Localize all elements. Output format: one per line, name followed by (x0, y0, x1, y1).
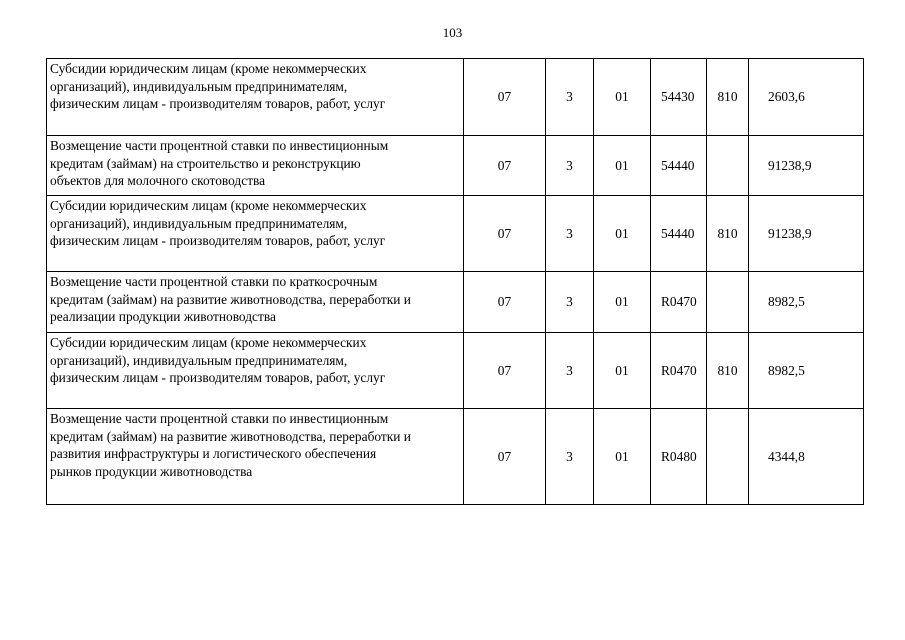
section-code: 07 (464, 59, 546, 136)
expense-type-code: 810 (707, 196, 749, 272)
amount-value: 91238,9 (749, 136, 864, 196)
amount-value: 2603,6 (749, 59, 864, 136)
table-row (47, 196, 864, 272)
subsection-code: 3 (546, 196, 594, 272)
table-row (47, 272, 864, 333)
section-code: 07 (464, 409, 546, 505)
section-code: 07 (464, 272, 546, 333)
target-code: 54440 (651, 136, 707, 196)
target-code: R0480 (651, 409, 707, 505)
program-code: 01 (594, 333, 651, 409)
page-number: 103 (442, 25, 463, 40)
row-description: Субсидии юридическим лицам (кроме некоммерческих организаций), индивидуальным предпринимателям, физическим лицам - производителям товаров, работ, услуг (47, 59, 464, 136)
program-code: 01 (594, 136, 651, 196)
program-code: 01 (594, 409, 651, 505)
table-row (47, 136, 864, 196)
amount-value: 8982,5 (749, 333, 864, 409)
subsection-code: 3 (546, 59, 594, 136)
section-code: 07 (464, 136, 546, 196)
target-code: 54440 (651, 196, 707, 272)
row-description: Субсидии юридическим лицам (кроме некоммерческих организаций), индивидуальным предпринимателям, физическим лицам - производителям товаров, работ, услуг (47, 196, 464, 272)
amount-value: 91238,9 (749, 196, 864, 272)
section-code: 07 (464, 196, 546, 272)
program-code: 01 (594, 196, 651, 272)
subsection-code: 3 (546, 136, 594, 196)
table-row (47, 59, 864, 136)
expense-type-code (707, 272, 749, 333)
subsection-code: 3 (546, 333, 594, 409)
program-code: 01 (594, 272, 651, 333)
expense-type-code: 810 (707, 333, 749, 409)
table-row (47, 333, 864, 409)
expense-type-code: 810 (707, 59, 749, 136)
expense-type-code (707, 136, 749, 196)
target-code: 54430 (651, 59, 707, 136)
section-code: 07 (464, 333, 546, 409)
amount-value: 8982,5 (749, 272, 864, 333)
subsection-code: 3 (546, 409, 594, 505)
row-description: Возмещение части процентной ставки по краткосрочным кредитам (займам) на развитие животноводства, переработки и реализации продукции животноводства (47, 272, 464, 333)
subsection-code: 3 (546, 272, 594, 333)
row-description: Субсидии юридическим лицам (кроме некоммерческих организаций), индивидуальным предпринимателям, физическим лицам - производителям товаров, работ, услуг (47, 333, 464, 409)
amount-value: 4344,8 (749, 409, 864, 505)
table-row (47, 409, 864, 505)
row-description: Возмещение части процентной ставки по инвестиционным кредитам (займам) на строительство и реконструкцию объектов для молочного скотоводства (47, 136, 464, 196)
expense-type-code (707, 409, 749, 505)
program-code: 01 (594, 59, 651, 136)
row-description: Возмещение части процентной ставки по инвестиционным кредитам (займам) на развитие животноводства, переработки и развития инфраструктуры и логистического обеспечения рынков продукции животноводства (47, 409, 464, 505)
target-code: R0470 (651, 272, 707, 333)
target-code: R0470 (651, 333, 707, 409)
budget-table (46, 58, 864, 505)
